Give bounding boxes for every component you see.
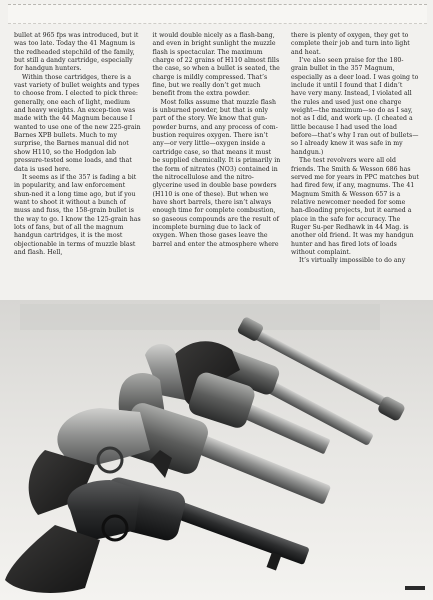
column-1	[14, 32, 142, 266]
paragraph: bullet at 965 fps was introduced, but it was too late. Today the 41 Magnum is the redheaded stepchild of the family, but still a dandy cartridge, especially for handgun hunters.	[14, 32, 139, 73]
perforation-strip	[8, 4, 427, 24]
paragraph: It’s virtually impossible to do any	[299, 257, 406, 265]
paragraph: It seems as if the 357 is fading a bit in popularity, and law enforcement shun-ned it a long time ago, but if you want to shoot it without a bunch of muss and fuss, the 158-grain bullet is the way to go. I know the 125-grain has lots of fans, but of all the magnum handgun cartridges, it is the most objectionable in terms of muzzle blast and flash. Hell,	[14, 173, 141, 256]
paragraph: I’ve also seen praise for the 180-grain bullet in the 357 Magnum, especially as a deer load. I was going to include it until I found that I didn’t have very many. Instead, I violated all the rules and used just one charge weight—the maximum—so do as I say, not as I did, and work up. (I cheated a little because I had used the load before—that’s why I ran out of bullets—so I already knew it was safe in my handgun.)	[291, 57, 419, 156]
paragraph: Within those cartridges, there is a vast variety of bullet weights and types to choose from. I elected to pick three: generally, one each of light, medium and heavy weights. An excep-tion was made with the 44 Magnum because I wanted to use one of the new 225-grain Barnes XPB bullets. Much to my surprise, the Barnes manual did not show H110, so the Hodgdon lab pressure-tested some loads, and that data is used here.	[14, 73, 141, 173]
revolvers-photo	[0, 300, 433, 600]
paragraph: there is plenty of oxygen, they get to complete their job and turn into light and heat.	[291, 32, 410, 56]
article-page	[14, 32, 419, 266]
paragraph: it would double nicely as a flash-bang, and even in bright sunlight the muzzle flash is spectacular. The maximum charge of 22 grains of H110 almost fills the case, so when a bullet is seated, the charge is mildly compressed. That’s fine, but we really don’t get much benefit from the extra powder.	[152, 32, 280, 98]
folio-mark	[405, 584, 425, 592]
column-3	[291, 32, 419, 266]
paragraph: The test revolvers were all old friends. The Smith & Wesson 686 has served me for years in PPC matches but had fired few, if any, magnums. The 41 Magnum Smith & Wesson 657 is a relative newcomer needed for some han-dloading projects, but it earned a place in the safe for accuracy. The Ruger Su-per Redhawk in 44 Mag. is another old friend. It was my handgun hunter and has fired lots of loads without complaint.	[291, 157, 419, 256]
paragraph: Most folks assume that muzzle flash is unburned powder, but that is only part of the story. We know that gun-powder burns, and any process of com-bustion requires oxygen. There isn’t any—or very little—oxygen inside a cartridge case, so that means it must be supplied chemically. It is primarily in the form of nitrates (NO3) contained in the nitrocellulose and the nitro-glycerine used in double base powders (H110 is one of these). But when we have short barrels, there isn’t always enough time for complete combustion, so gaseous compounds are the result of incomplete burning due to lack of oxygen. When those gases leave the barrel and enter the atmosphere where	[152, 98, 281, 248]
column-2	[153, 32, 281, 266]
text-columns	[14, 32, 419, 266]
